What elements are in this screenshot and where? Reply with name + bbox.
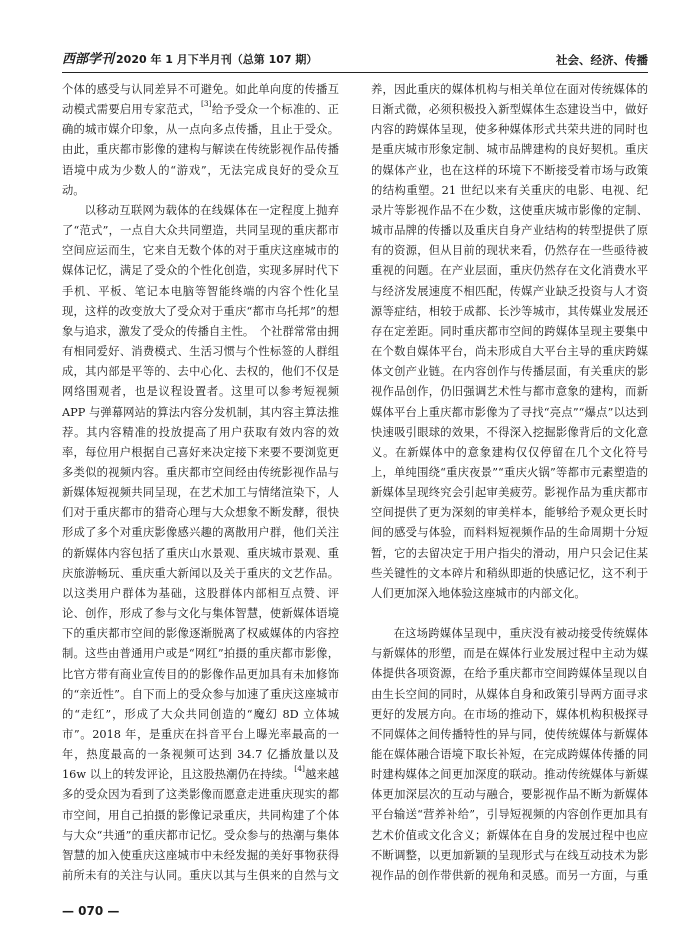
journal-logo: 西部学刊 bbox=[62, 52, 115, 67]
issue-info: 2020 年 1 月下半月刊（总第 107 期） bbox=[116, 53, 318, 66]
section-title: 社会、经济、传播 bbox=[556, 53, 648, 67]
journal-issue-line bbox=[62, 50, 317, 70]
right-column bbox=[371, 80, 648, 886]
paragraph: 以移动互联网为载体的在线媒体在一定程度上抛弃了“范式”，一点自大众共同塑造，共同呈现的重庆都市空间应运而生，它来自无数个体的对于重庆这座城市的媒体记忆，满足了受众的个性化创造，实现多屏时代下手机、平板、笔记本电脑等智能终端的内容个性化呈现，这样的改变放大了受众对于重庆“都市乌托邦”的想象与追求，激发了受众的传播自主性。 个社群常常由拥有相同爱好、消费模式、生活习惯与个性标签的人群组成，其内部是平等的、去中心化、去权的，他们不仅是网络围观者，也是议程设置者。这里可以参考短视频 APP 与弹幕网站的算法内容分发机制，其内容主算法推荐。其内容精准的投放提高了用户获取有效内容的效率，每位用户根据自己喜好来决定接下来要不要浏览更多类似的视频内容。重庆都市空间经由传统影视作品与新媒体短视频共同呈现，在艺术加工与情绪渲染下，人们对于重庆都市的猎奇心理与大众想象不断发酵，很快形成了多个对重庆影像感兴趣的离散用户群，他们关注的新媒体内容包括了重庆山水景观、重庆城市景观、重庆旅游畅玩、重庆重大新闻以及关于重庆的文艺作品。以这类用户群体为基础，这股群体内部相互点赞、评论、创作，形成了参与文化与集体智慧，使新媒体语境下的重庆都市空间的影像逐渐脱离了权威媒体的内容控制。这些由普通用户或是“网红”拍摄的重庆都市影像，比官方带有商业宣传目的的影像作品更加具有未加修饰的“亲近性”。自下而上的受众参与加速了重庆这座城市的“走红”，形成了大众共同创造的“魔幻 8D 立体城市”。2018 年，是重庆在抖音平台上曝光率最高的一年，热度最高的一条视频可达到 34.7 亿播放量以及 16w 以上的转发评论，且这股热潮仍在持续。[4]越来越多的受众因为看到了这类影像而愿意走进重庆现实的都市空间，用自己拍摄的影像记录重庆，共同构建了个体与大众“共通”的重庆都市记忆。受众参与的热潮与集体智慧的加入使重庆这座城市中未经发掘的美好事物获得前所未有的关注与认同。重庆以其与生俱来的自然与文 bbox=[62, 203, 339, 883]
paragraph: 在这场跨媒体呈现中，重庆没有被动接受传统媒体与新媒体的形塑，而是在媒体行业发展过程中主动为媒体提供各项资源，在给予重庆都市空间跨媒体呈现以自由生长空间的同时，从媒体自身和政策引导两方面寻求更好的发展方向。在市场的推动下，媒体机构积极探寻不同媒体之间传播特性的异与同，使传统媒体与新媒体能在媒体融合语境下取长补短，在完成跨媒体传播的同时建构媒体之间更加深度的联动。推动传统媒体与新媒体更加深层次的互动与融合，要影视作品不断为新媒体平台输送“营养补给”，引导短视频的内容创作更加具有艺术价值或文化含义；新媒体在自身的发展过程中也应不断调整，以更加新颖的呈现形式与在线互动技术为影视作品的创作带供新的视角和灵感。而另一方面，与重 bbox=[371, 627, 648, 882]
citation-ref: [4] bbox=[294, 764, 305, 774]
paragraph-gap bbox=[371, 604, 648, 624]
citation-ref: [3] bbox=[200, 99, 212, 109]
header-rule bbox=[62, 72, 648, 73]
paragraph: 个体的感受与认同差异不可避免。如此单向度的传播互动模式需要启用专家范式，[3]给予受众一个标准的、正确的城市媒介印象，从一点向多点传播，且止于受众。由此，重庆都市影像的建构与解读在传统影视作品传播语境中成为少数人的“游戏”，无法完成良好的受众互动。 bbox=[62, 83, 339, 197]
paragraph: 养，因此重庆的媒体机构与相关单位在面对传统媒体的日渐式微，必须积极投入新型媒体生态建设当中，做好内容的跨媒体呈现，使多种媒体形式共荣共进的同时也是重庆城市形象定制、城市品牌建构的良好契机。重庆的媒体产业，也在这样的环境下不断接受着市场与政策的结构重塑。21 世纪以来有关重庆的电影、电视、纪录片等影视作品不在少数，这使重庆城市影像的定制、城市品牌的传播以及重庆自身产业结构的转型提供了原有的资源，但从目前的现状来看，仍然存在一些亟待被重视的问题。在产业层面，重庆仍然存在文化消费水平与经济发展速度不相匹配，传媒产业缺乏投资与人才资源等症结，相较于成都、长沙等城市，其传媒业发展还存在定差距。同时重庆都市空间的跨媒体呈现主要集中在个数自媒体平台，尚未形成自大平台主导的重庆跨媒体文创产业链。在内容创作与传播层面，有关重庆的影视作品创作，仍旧强调艺术性与都市意象的建构，而新媒体平台上重庆都市影像为了寻找“亮点”“爆点”以达到快速吸引眼球的效果，不得深入挖掘影像背后的文化意义。在新媒体中的意象建构仅仅停留在几个文化符号上，单纯围绕“重庆夜景”“重庆火锅”等都市元素塑造的新媒体呈现终究会引起审美疲劳。影视作品为重庆都市空间提供了更为深刻的审美样本，能够给予观众更长时间的感受与体验，而料料短视频作品的生命周期十分短暂，它的去留决定于用户指尖的滑动，用户只会记住某些关键性的文本碎片和稍纵即逝的快感记忆，这不利于人们更加深入地体验这座城市的内部文化。 bbox=[371, 83, 648, 600]
page-number: — 070 — bbox=[62, 904, 120, 918]
page-header bbox=[62, 50, 648, 70]
left-column bbox=[62, 80, 339, 886]
